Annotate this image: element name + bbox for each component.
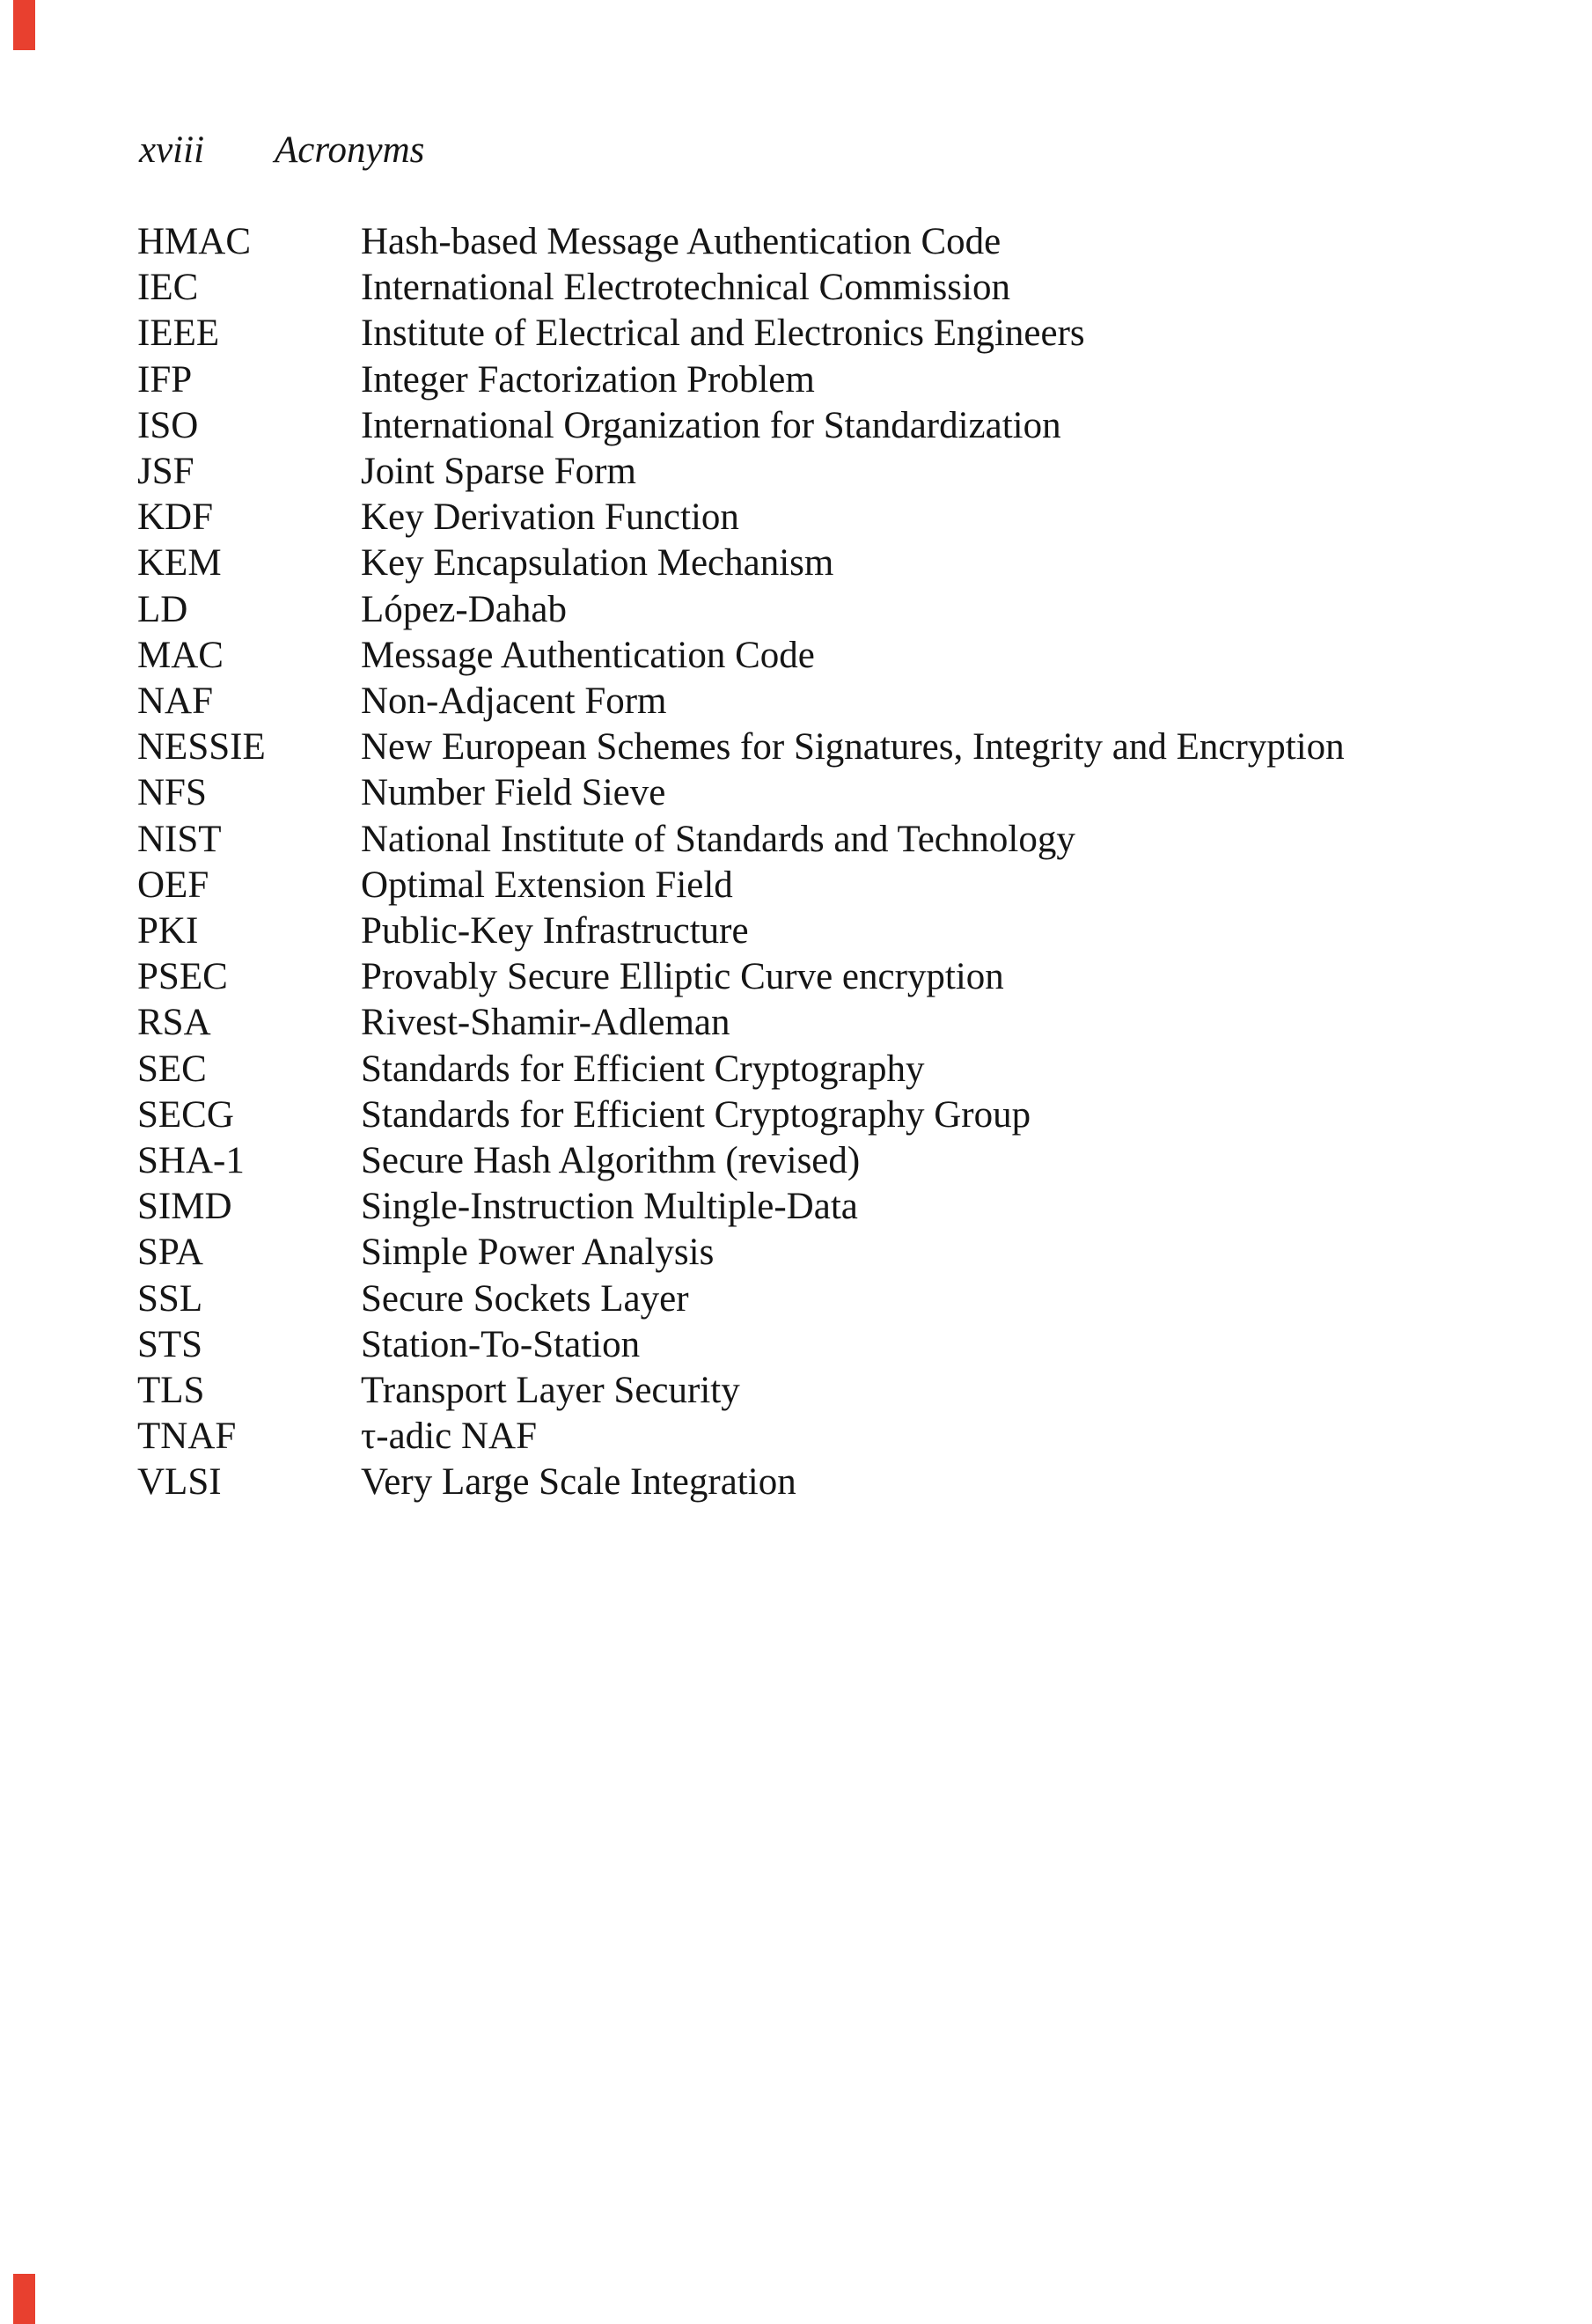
acronym-row: [137, 863, 1457, 908]
acronym-definition: Rivest-Shamir-Adleman: [361, 1002, 730, 1044]
acronym-row: [137, 1092, 1457, 1138]
acronym-row: [137, 1138, 1457, 1184]
acronym-definition: National Institute of Standards and Technology: [361, 818, 1075, 860]
acronym-definition: Transport Layer Security: [361, 1370, 740, 1412]
acronym-definition: López-Dahab: [361, 588, 567, 630]
acronym-term: IEEE: [137, 313, 220, 355]
acronym-definition: Secure Hash Algorithm (revised): [361, 1140, 861, 1182]
acronym-row: [137, 908, 1457, 954]
acronym-row: [137, 1000, 1457, 1046]
acronym-definition: Message Authentication Code: [361, 634, 815, 676]
acronym-term: SHA-1: [137, 1140, 245, 1182]
acronym-definition: Hash-based Message Authentication Code: [361, 221, 1001, 262]
acronym-definition: Standards for Efficient Cryptography: [361, 1048, 925, 1090]
acronym-list: [137, 219, 1457, 1506]
acronym-term: KDF: [137, 496, 214, 539]
acronym-row: [137, 311, 1457, 357]
acronym-row: [137, 1368, 1457, 1414]
acronym-definition: Very Large Scale Integration: [361, 1461, 796, 1504]
acronym-row: [137, 357, 1457, 403]
acronym-term: LD: [137, 588, 188, 630]
acronym-definition: International Organization for Standardization: [361, 404, 1061, 446]
acronym-term: NIST: [137, 818, 222, 860]
acronym-definition: Number Field Sieve: [361, 772, 666, 814]
acronym-row: [137, 1460, 1457, 1505]
running-header: [139, 128, 424, 173]
acronym-row: [137, 1184, 1457, 1230]
acronym-row: [137, 1230, 1457, 1276]
acronym-term: OEF: [137, 864, 209, 906]
acronym-row: [137, 587, 1457, 633]
acronym-definition: Integer Factorization Problem: [361, 358, 815, 401]
acronym-term: PSEC: [137, 956, 228, 998]
acronym-term: SEC: [137, 1048, 207, 1090]
acronym-term: SECG: [137, 1093, 234, 1136]
acronym-term: SSL: [137, 1277, 203, 1320]
acronym-definition: International Electrotechnical Commission: [361, 267, 1010, 309]
acronym-definition: Joint Sparse Form: [361, 451, 636, 493]
acronym-term: MAC: [137, 634, 224, 676]
acronym-definition: Key Encapsulation Mechanism: [361, 542, 834, 585]
acronym-term: NESSIE: [137, 726, 266, 769]
acronym-row: [137, 219, 1457, 265]
acronym-term: VLSI: [137, 1461, 222, 1504]
acronym-row: [137, 1322, 1457, 1368]
acronym-term: TLS: [137, 1370, 205, 1412]
acronym-row: [137, 1414, 1457, 1460]
acronym-definition: Single-Instruction Multiple-Data: [361, 1186, 858, 1228]
acronym-row: [137, 954, 1457, 1000]
acronym-definition: New European Schemes for Signatures, Integrity and Encryption: [361, 726, 1345, 769]
acronym-term: STS: [137, 1323, 203, 1365]
acronym-term: PKI: [137, 910, 199, 952]
acronym-row: [137, 495, 1457, 541]
acronym-row: [137, 633, 1457, 679]
acronym-definition: Secure Sockets Layer: [361, 1277, 689, 1320]
acronym-term: RSA: [137, 1002, 211, 1044]
acronym-row: [137, 1047, 1457, 1092]
acronym-row: [137, 1276, 1457, 1322]
acronym-term: SIMD: [137, 1186, 232, 1228]
acronym-term: IEC: [137, 267, 199, 309]
acronym-term: JSF: [137, 451, 194, 493]
acronym-row: [137, 724, 1457, 770]
acronym-row: [137, 265, 1457, 311]
acronym-term: KEM: [137, 542, 222, 585]
acronym-term: SPA: [137, 1232, 203, 1274]
acronym-definition: Public-Key Infrastructure: [361, 910, 749, 952]
page-number: xviii: [139, 129, 205, 171]
acronym-row: [137, 679, 1457, 724]
acronym-definition: Key Derivation Function: [361, 496, 739, 539]
acronym-row: [137, 817, 1457, 863]
acronym-row: [137, 449, 1457, 495]
red-corner-mark-bottom: [13, 2274, 35, 2324]
acronym-term: IFP: [137, 358, 193, 401]
acronym-term: NFS: [137, 772, 207, 814]
acronym-row: [137, 770, 1457, 816]
acronym-definition: Non-Adjacent Form: [361, 680, 667, 723]
acronym-term: ISO: [137, 404, 199, 446]
acronym-term: HMAC: [137, 221, 252, 262]
section-title: Acronyms: [275, 129, 425, 171]
red-corner-mark-top: [13, 0, 35, 50]
acronym-definition: Station-To-Station: [361, 1323, 641, 1365]
acronym-term: NAF: [137, 680, 214, 723]
acronym-definition: Optimal Extension Field: [361, 864, 733, 906]
acronym-definition: Simple Power Analysis: [361, 1232, 715, 1274]
acronym-definition: τ-adic NAF: [361, 1416, 537, 1458]
acronym-definition: Provably Secure Elliptic Curve encryption: [361, 956, 1004, 998]
acronym-row: [137, 541, 1457, 586]
acronym-row: [137, 403, 1457, 449]
acronym-term: TNAF: [137, 1416, 237, 1458]
acronym-definition: Institute of Electrical and Electronics Engineers: [361, 313, 1085, 355]
acronym-definition: Standards for Efficient Cryptography Group: [361, 1093, 1031, 1136]
